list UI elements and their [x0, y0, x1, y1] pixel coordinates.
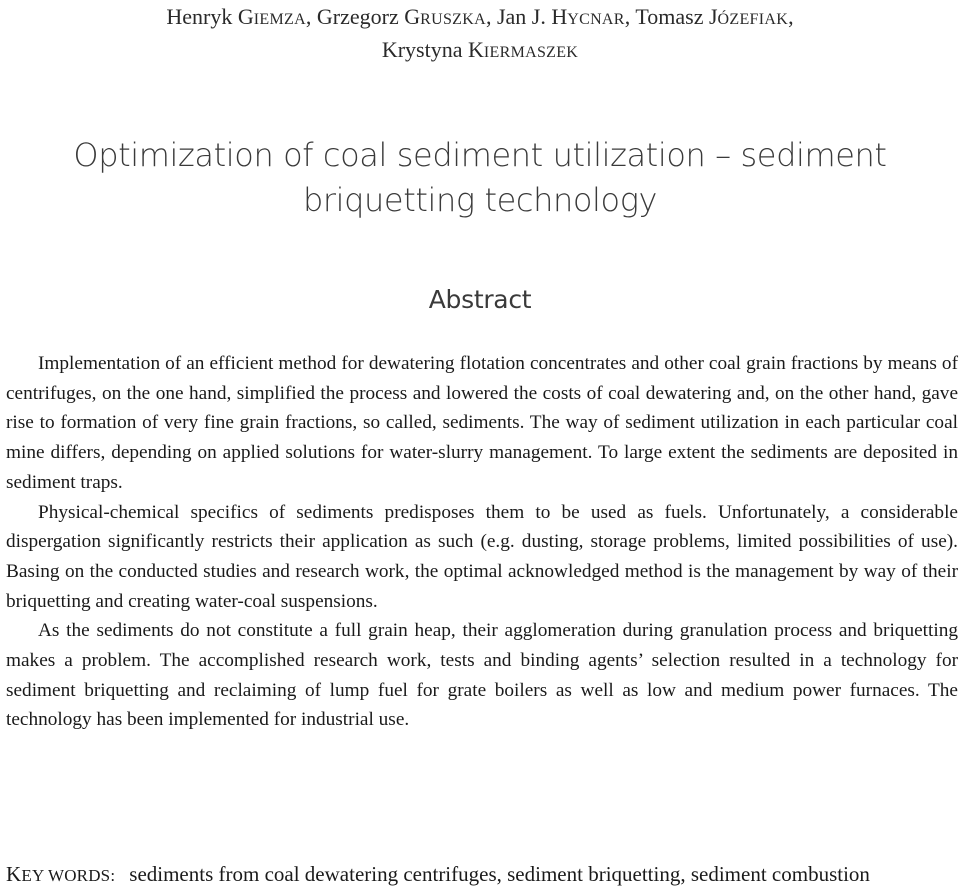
paper-title	[0, 133, 960, 223]
abstract-paragraph-1: Implementation of an efficient method for dewatering flotation concentrates and other coal grain fractions by means of centrifuges, on the one hand, simplified the process and lowered the costs of coal dewatering and, on the other hand, gave rise to formation of very fine grain fractions, so called, sediments. The way of sediment utilization in each particular coal mine differs, depending on applied solutions for water-slurry management. To large extent the sediments are deposited in sediment traps.	[6, 353, 958, 493]
keywords-text: sediments from coal dewatering centrifuges, sediment briquetting, sediment combustion	[129, 862, 870, 886]
title-line-1: Optimization of coal sediment utilization – sediment	[73, 136, 887, 174]
keywords-label: KEY WORDS:	[6, 862, 116, 886]
title-line-2: briquetting technology	[302, 181, 658, 219]
abstract-body	[6, 349, 958, 735]
abstract-heading: Abstract	[428, 285, 532, 314]
keywords-line	[6, 860, 958, 890]
author-line-1: Henryk GIEMZA, Grzegorz GRUSZKA, Jan J. HYCNAR, Tomasz JÓZEFIAK,	[166, 4, 794, 29]
author-line-2: Krystyna KIERMASZEK	[381, 37, 579, 62]
abstract-paragraph-3: As the sediments do not constitute a full grain heap, their agglomeration during granulation process and briquetting makes a problem. The accomplished research work, tests and binding agents’ selection resulted in a technology for sediment briquetting and reclaiming of lump fuel for grate boilers as well as low and medium power furnaces. The technology has been implemented for industrial use.	[6, 620, 958, 731]
author-list	[0, 2, 960, 68]
abstract-paragraph-2: Physical-chemical specifics of sediments predisposes them to be used as fuels. Unfortunately, a considerable dispergation significantly restricts their application as such (e.g. dusting, storage problems, limited possibilities of use). Basing on the conducted studies and research work, the optimal acknowledged method is the management by way of their briquetting and creating water-coal suspensions.	[6, 501, 958, 612]
